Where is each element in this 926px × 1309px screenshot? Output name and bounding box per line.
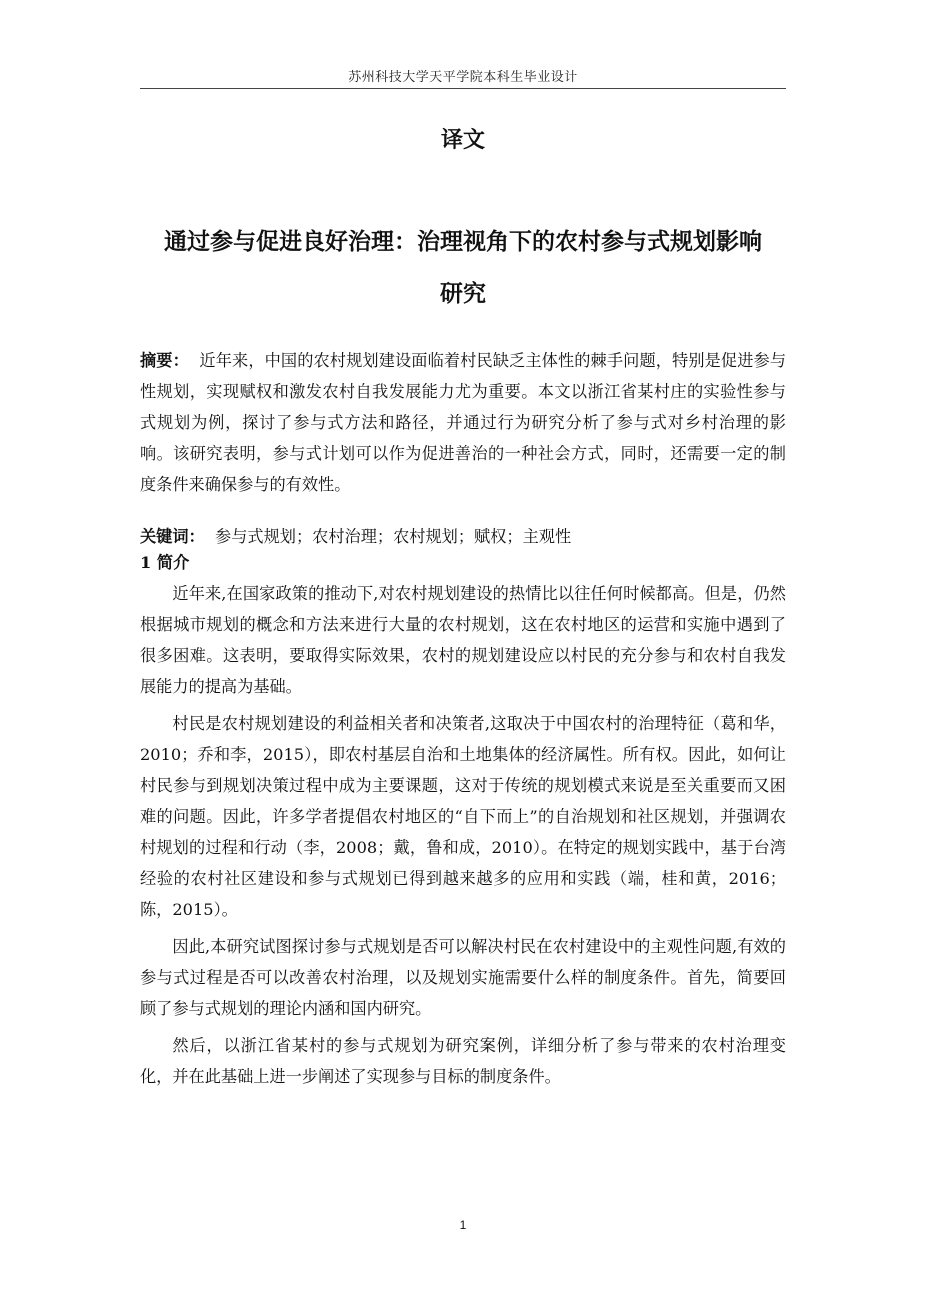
paper-title-line-2: 研究 (440, 280, 486, 307)
paper-title (140, 216, 786, 320)
intro-paragraph-2: 村民是农村规划建设的利益相关者和决策者,这取决于中国农村的治理特征（葛和华，2010；乔和李，2015），即农村基层自治和土地集体的经济属性。所有权。因此，如何让村民参与到规划决策过程中成为主要课题，这对于传统的规划模式来说是至关重要而又困难的问题。因此，许多学者提倡农村地区的“自下而上”的自治规划和社区规划，并强调农村规划的过程和行动（李，2008；戴，鲁和成，2010）。在特定的规划实践中，基于台湾经验的农村社区建设和参与式规划已得到越来越多的应用和实践（端，桂和黄，2016；陈，2015）。 (140, 714, 786, 919)
paper-title-line-1: 通过参与促进良好治理：治理视角下的农村参与式规划影响 (164, 228, 762, 255)
doc-title: 译文 (440, 127, 485, 153)
keywords (140, 523, 786, 551)
keywords-label: 关键词： (140, 527, 205, 546)
intro-paragraph-3: 因此,本研究试图探讨参与式规划是否可以解决村民在农村建设中的主观性问题,有效的参与式过程是否可以改善农村治理，以及规划实施需要什么样的制度条件。首先，简要回顾了参与式规划的理论内涵和国内研究。 (140, 937, 786, 1018)
intro-paragraph-4: 然后，以浙江省某村的参与式规划为研究案例，详细分析了参与带来的农村治理变化，并在此基础上进一步阐述了实现参与目标的制度条件。 (140, 1036, 786, 1086)
abstract (140, 345, 786, 500)
running-header: 苏州科技大学天平学院本科生毕业设计 (348, 70, 578, 85)
intro-paragraph-1: 近年来,在国家政策的推动下,对农村规划建设的热情比以往任何时候都高。但是，仍然根据城市规划的概念和方法来进行大量的农村规划，这在农村地区的运营和实施中遇到了很多困难。这表明，要取得实际效果，农村的规划建设应以村民的充分参与和农村自我发展能力的提高为基础。 (140, 584, 786, 696)
abstract-text: 近年来，中国的农村规划建设面临着村民缺乏主体性的棘手问题，特别是促进参与性规划，实现赋权和激发农村自我发展能力尤为重要。本文以浙江省某村庄的实验性参与式规划为例，探讨了参与式方法和路径，并通过行为研究分析了参与式对乡村治理的影响。该研究表明，参与式计划可以作为促进善治的一种社会方式，同时，还需要一定的制度条件来确保参与的有效性。 (140, 351, 787, 494)
section-heading-intro: 1 简介 (140, 553, 190, 572)
abstract-label: 摘要： (140, 351, 189, 370)
section-intro-body (140, 578, 786, 1098)
header-rule (140, 88, 786, 89)
page-number: 1 (459, 1218, 467, 1232)
keywords-text: 参与式规划；农村治理；农村规划；赋权；主观性 (215, 527, 572, 546)
